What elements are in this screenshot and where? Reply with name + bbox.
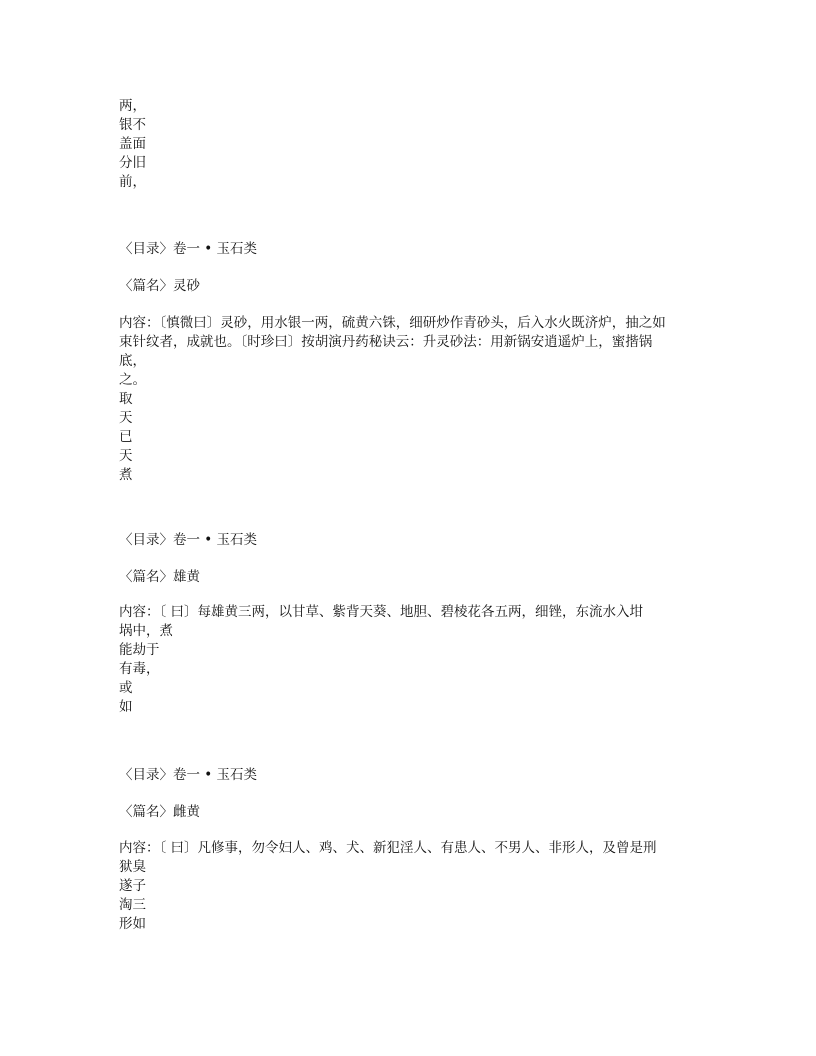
text-line: 有毒， [119, 661, 160, 677]
entry-title [119, 803, 200, 822]
text-line: 淘三 [119, 897, 146, 913]
fragment-block [119, 97, 146, 192]
catalog-heading [119, 240, 257, 259]
text-line: 取 [119, 391, 133, 407]
text-line: 底， [119, 353, 146, 369]
title-text: 〈篇名〉灵砂 [119, 278, 200, 294]
catalog-heading [119, 766, 257, 785]
title-text: 〈篇名〉雄黄 [119, 569, 200, 585]
text-line: 分旧 [119, 155, 146, 171]
text-line: 盖面 [119, 136, 146, 152]
catalog-text: 〈目录〉卷一 • 玉石类 [119, 241, 258, 257]
text-line: 埚中，煮 [119, 623, 173, 639]
text-line: 前， [119, 174, 146, 190]
catalog-text: 〈目录〉卷一 • 玉石类 [119, 532, 258, 548]
text-line: 内容：〔 曰〕每雄黄三两，以甘草、紫背天葵、地胆、碧棱花各五两，细锉，东流水入坩 [119, 604, 644, 620]
text-line: 两， [119, 98, 146, 114]
text-line: 之。 [119, 372, 146, 388]
text-line: 内容：〔 曰〕凡修事，勿令妇人、鸡、犬、新犯淫人、有患人、不男人、非形人，及曾是刑 [119, 840, 657, 856]
text-line: 束针纹者，成就也。〔时珍曰〕按胡演丹药秘诀云：升灵砂法：用新锅安逍遥炉上，蜜揩锅 [119, 334, 653, 350]
text-line: 狱臭 [119, 859, 146, 875]
catalog-heading [119, 531, 257, 550]
catalog-text: 〈目录〉卷一 • 玉石类 [119, 767, 258, 783]
entry-content [119, 603, 643, 717]
text-line: 如 [119, 699, 133, 715]
text-line: 已 [119, 429, 133, 445]
text-line: 形如 [119, 916, 146, 932]
text-line: 银不 [119, 117, 146, 133]
entry-title [119, 277, 200, 296]
entry-content [119, 314, 666, 485]
text-line: 内容：〔慎微曰〕灵砂，用水银一两，硫黄六铢，细研炒作青砂头，后入水火既济炉，抽之如 [119, 315, 666, 331]
text-line: 或 [119, 680, 133, 696]
text-line: 天 [119, 410, 133, 426]
entry-title [119, 568, 200, 587]
text-line: 能劫于 [119, 642, 160, 658]
text-line: 煮 [119, 467, 133, 483]
text-line: 天 [119, 448, 133, 464]
title-text: 〈篇名〉雌黄 [119, 804, 200, 820]
text-line: 遂子 [119, 878, 146, 894]
entry-content [119, 839, 657, 934]
